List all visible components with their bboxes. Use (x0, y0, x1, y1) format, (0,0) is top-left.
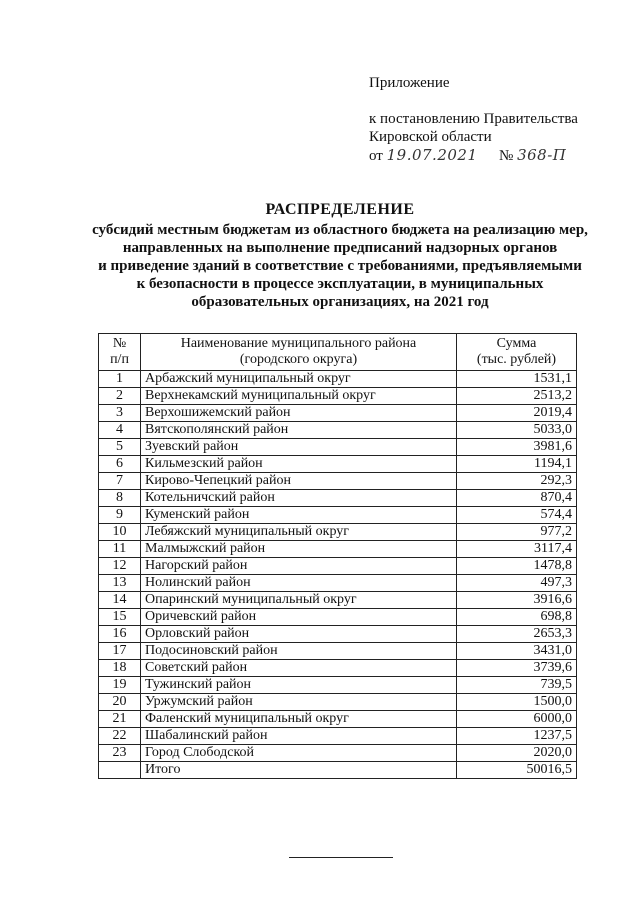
row-sum: 2653,3 (457, 626, 577, 643)
row-num: 3 (99, 405, 141, 422)
row-sum: 1237,5 (457, 728, 577, 745)
row-num: 2 (99, 388, 141, 405)
number-prefix: № (499, 148, 514, 164)
row-sum: 3981,6 (457, 439, 577, 456)
table-row (99, 388, 577, 405)
row-sum: 739,5 (457, 677, 577, 694)
title-line: направленных на выполнение предписаний надзорных органов (122, 240, 558, 256)
row-name: Фаленский муниципальный округ (141, 711, 457, 728)
row-sum: 870,4 (457, 490, 577, 507)
table-row (99, 490, 577, 507)
table-row (99, 609, 577, 626)
row-sum: 1500,0 (457, 694, 577, 711)
appendix-line-1: к постановлению Правительства (369, 111, 578, 127)
row-num: 16 (99, 626, 141, 643)
row-name: Арбажский муниципальный округ (141, 371, 457, 388)
table-row (99, 558, 577, 575)
row-sum: 2020,0 (457, 745, 577, 762)
row-sum: 574,4 (457, 507, 577, 524)
row-name: Оричевский район (141, 609, 457, 626)
document-title (40, 201, 640, 311)
row-num: 23 (99, 745, 141, 762)
table-row (99, 541, 577, 558)
header-sum: Сумма (тыс. рублей) (457, 334, 577, 371)
table-row (99, 643, 577, 660)
row-name: Подосиновский район (141, 643, 457, 660)
row-name: Зуевский район (141, 439, 457, 456)
row-name: Шабалинский район (141, 728, 457, 745)
table-row (99, 507, 577, 524)
handwritten-number: 368-П (517, 146, 567, 164)
row-num: 18 (99, 660, 141, 677)
spacer (369, 92, 578, 110)
table-row (99, 677, 577, 694)
row-sum: 1194,1 (457, 456, 577, 473)
appendix-date-line (369, 146, 578, 165)
row-sum: 977,2 (457, 524, 577, 541)
row-name: Уржумский район (141, 694, 457, 711)
row-sum: 497,3 (457, 575, 577, 592)
total-sum: 50016,5 (457, 762, 577, 779)
table-row (99, 592, 577, 609)
appendix-block (369, 74, 578, 165)
row-num: 8 (99, 490, 141, 507)
appendix-label: Приложение (369, 75, 450, 91)
total-label: Итого (141, 762, 457, 779)
row-name: Верхошижемский район (141, 405, 457, 422)
title-heading: РАСПРЕДЕЛЕНИЕ (265, 201, 415, 218)
row-name: Вятскополянский район (141, 422, 457, 439)
table-row (99, 422, 577, 439)
total-row (99, 762, 577, 779)
table-row (99, 371, 577, 388)
row-sum: 3739,6 (457, 660, 577, 677)
row-num: 1 (99, 371, 141, 388)
table-body (99, 371, 577, 762)
row-sum: 1531,1 (457, 371, 577, 388)
row-num: 22 (99, 728, 141, 745)
table-row (99, 660, 577, 677)
table-row (99, 439, 577, 456)
row-name: Город Слободской (141, 745, 457, 762)
row-num: 15 (99, 609, 141, 626)
row-sum: 292,3 (457, 473, 577, 490)
row-num: 11 (99, 541, 141, 558)
row-name: Кильмезский район (141, 456, 457, 473)
row-sum: 2019,4 (457, 405, 577, 422)
row-sum: 5033,0 (457, 422, 577, 439)
row-name: Тужинский район (141, 677, 457, 694)
title-line: субсидий местным бюджетам из областного бюджета на реализацию мер, (92, 222, 588, 238)
row-sum: 3431,0 (457, 643, 577, 660)
table-row (99, 575, 577, 592)
row-name: Орловский район (141, 626, 457, 643)
row-num: 4 (99, 422, 141, 439)
row-num: 19 (99, 677, 141, 694)
row-name: Нолинский район (141, 575, 457, 592)
row-name: Верхнекамский муниципальный округ (141, 388, 457, 405)
row-name: Лебяжский муниципальный округ (141, 524, 457, 541)
row-name: Советский район (141, 660, 457, 677)
header-name: Наименование муниципального района (городского округа) (141, 334, 457, 371)
table-header-row (99, 334, 577, 371)
row-num: 20 (99, 694, 141, 711)
table-row (99, 473, 577, 490)
row-sum: 1478,8 (457, 558, 577, 575)
row-num: 21 (99, 711, 141, 728)
row-name: Нагорский район (141, 558, 457, 575)
row-name: Кирово-Чепецкий район (141, 473, 457, 490)
row-num: 9 (99, 507, 141, 524)
row-num: 6 (99, 456, 141, 473)
row-name: Котельничский район (141, 490, 457, 507)
row-sum: 698,8 (457, 609, 577, 626)
row-num: 12 (99, 558, 141, 575)
title-line: к безопасности в процессе эксплуатации, в муниципальных (136, 276, 544, 292)
table-row (99, 405, 577, 422)
row-num: 13 (99, 575, 141, 592)
handwritten-date: 19.07.2021 (386, 146, 478, 164)
row-num: 17 (99, 643, 141, 660)
row-sum: 2513,2 (457, 388, 577, 405)
title-line: образовательных организациях, на 2021 год (191, 294, 489, 310)
table-row (99, 626, 577, 643)
table-row (99, 694, 577, 711)
title-line: и приведение зданий в соответствие с требованиями, предъявляемыми (98, 258, 582, 274)
table-row (99, 524, 577, 541)
row-sum: 3117,4 (457, 541, 577, 558)
table-row (99, 456, 577, 473)
table-row (99, 728, 577, 745)
row-num: 7 (99, 473, 141, 490)
appendix-line-2: Кировской области (369, 129, 492, 145)
total-num-cell (99, 762, 141, 779)
row-num: 10 (99, 524, 141, 541)
row-sum: 6000,0 (457, 711, 577, 728)
row-num: 14 (99, 592, 141, 609)
table-row (99, 745, 577, 762)
row-name: Малмыжский район (141, 541, 457, 558)
footer-divider (289, 857, 393, 858)
row-num: 5 (99, 439, 141, 456)
row-sum: 3916,6 (457, 592, 577, 609)
date-prefix: от (369, 148, 383, 164)
table-row (99, 711, 577, 728)
row-name: Куменский район (141, 507, 457, 524)
header-num: № п/п (99, 334, 141, 371)
row-name: Опаринский муниципальный округ (141, 592, 457, 609)
distribution-table (98, 333, 577, 779)
